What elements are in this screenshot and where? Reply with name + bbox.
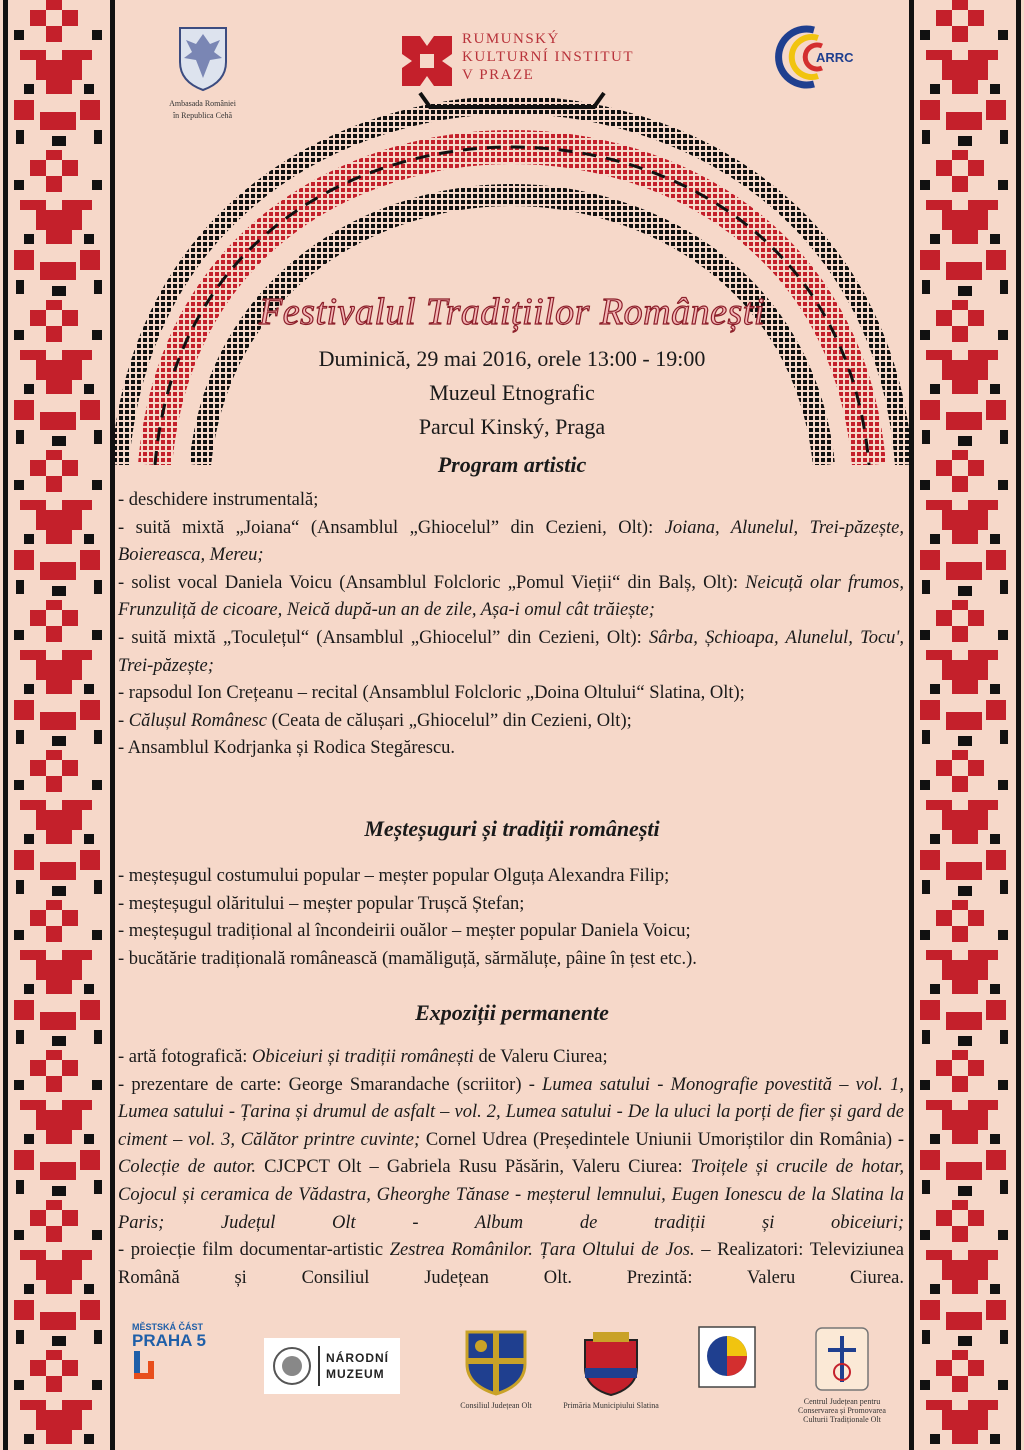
arrc-text: ARRC <box>816 50 854 65</box>
exhibitions-list <box>118 1044 904 1292</box>
narodni-muzeum-logo: NÁRODNÍ MUZEUM <box>264 1338 400 1394</box>
romanian-cultural-institute-logo <box>398 30 648 94</box>
centrul-emblem-icon <box>812 1326 872 1392</box>
embassy-caption-2: în Republica Cehă <box>172 111 233 120</box>
craft-item: - meșteșugul olăritului – meșter popular Trușcă Ștefan; <box>118 893 525 914</box>
event-date-time: Duminică, 29 mai 2016, orele 13:00 - 19:00 <box>318 346 706 371</box>
program-item: - rapsodul Ion Crețeanu – recital (Ansamblul Folcloric „Doina Oltului“ Slatina, Olt); <box>118 683 745 704</box>
rki-cross-icon <box>398 32 456 90</box>
primaria-slatina-logo: Primăria Municipiului Slatina <box>556 1330 666 1410</box>
program-item: - Ansamblul Kodrjanka și Rodica Stegărescu. <box>118 738 456 759</box>
crafts-heading: Meșteșuguri și tradiții românești <box>364 816 660 841</box>
romania-coat-of-arms-icon <box>174 22 232 92</box>
centrul-judetean-olt-logo: Centrul Județean pentru Conservarea și Promovarea Culturii Tradiționale Olt <box>794 1326 890 1424</box>
event-title: Festivalul Tradițiilor Românești <box>259 291 765 333</box>
exhibition-item: - artă fotografică: Obiceiuri și tradiții românești de Valeru Ciurea; <box>118 1047 608 1067</box>
embroidery-arch <box>100 85 924 465</box>
program-item: - solist vocal Daniela Voicu (Ansamblul Folcloric „Pomul Vieții“ din Balș, Olt): Neicuță olar frumos, Frunzuliță de cicoare, Neică după-un an de zile, Așa-i omul cât trăiește; <box>118 572 904 621</box>
praha5-logo: MĚSTSKÁ ČÁST PRAHA 5 <box>132 1322 212 1390</box>
program-item: - suită mixtă „Joiana“ (Ansamblul „Ghiocelul” din Cezieni, Olt): Joiana, Alunelul, Trei-păzește, Boiereasca, Mereu; <box>118 517 904 566</box>
rki-line-3: V PRAZE <box>462 67 535 83</box>
rki-line-2: KULTURNÍ INSTITUT <box>462 49 635 65</box>
craft-item: - bucătărie tradițională românească (mamăliguță, sărmăluțe, pâine în țest etc.). <box>118 948 697 969</box>
slatina-coat-of-arms-icon <box>581 1330 641 1396</box>
praha5-mark-icon <box>132 1349 162 1385</box>
arrc-logo <box>774 22 864 92</box>
program-item: - Călușul Românesc (Ceata de călușari „Ghiocelul” din Cezieni, Olt); <box>118 710 632 731</box>
exhibition-item: - prezentare de carte: George Smarandache (scriitor) - Lumea satului - Monografie povestită – vol. 1, Lumea satului - Țarina și drumul de asfalt – vol. 2, Lumea satului - De la uluci la porți de fier și gard de ciment – vol. 3, Călător printre cuvinte; Cornel Udrea (Președintele Uniunii Umoriștilor din România) - Colecție de autor. CJCPCT Olt – Gabriela Rusu Păsărin, Valeru Ciurea: Troițele și crucile de hotar, Cojocul și ceramica de Vădastra, Gheorghe Tănase - meșterul lemnului, Eugen Ionescu de la Slatina la Paris; Județul Olt - Album de tradiții și obiceiuri; <box>118 1074 904 1233</box>
round-emblem-icon <box>698 1326 756 1388</box>
rki-line-1: RUMUNSKÝ <box>462 31 560 47</box>
exhibitions-heading: Expoziții permanente <box>415 1000 609 1025</box>
craft-item: - meșteșugul tradițional al încondeirii ouălor – meșter popular Daniela Voicu; <box>118 921 691 942</box>
crafts-list <box>118 863 904 973</box>
program-item: - suită mixtă „Toculețul“ (Ansamblul „Ghiocelul” din Cezieni, Olt): Sârba, Șchioapa, Alunelul, Tocu', Trei-păzește; <box>118 627 904 676</box>
program-heading: Program artistic <box>437 452 587 477</box>
embassy-caption-1: Ambasada României <box>169 99 236 108</box>
program-item: - deschidere instrumentală; <box>118 490 319 510</box>
olt-coat-of-arms-icon <box>461 1326 531 1396</box>
event-location: Parcul Kinský, Praga <box>418 414 606 439</box>
program-list <box>118 487 904 763</box>
museum-seal-icon <box>272 1346 312 1386</box>
exhibition-item: - proiecție film documentar-artistic Zestrea Românilor. Țara Oltului de Jos. – Realizatori: Televiziunea Română și Consiliul Județean Olt. Prezintă: Valeru Ciurea. <box>118 1240 904 1288</box>
cultural-center-round-logo <box>698 1326 756 1393</box>
craft-item: - meșteșugul costumului popular – meșter popular Olguța Alexandra Filip; <box>118 866 670 886</box>
consiliul-judetean-olt-logo: Consiliul Județean Olt <box>446 1326 546 1410</box>
embassy-logo <box>150 22 255 121</box>
event-venue: Muzeul Etnografic <box>429 380 595 405</box>
